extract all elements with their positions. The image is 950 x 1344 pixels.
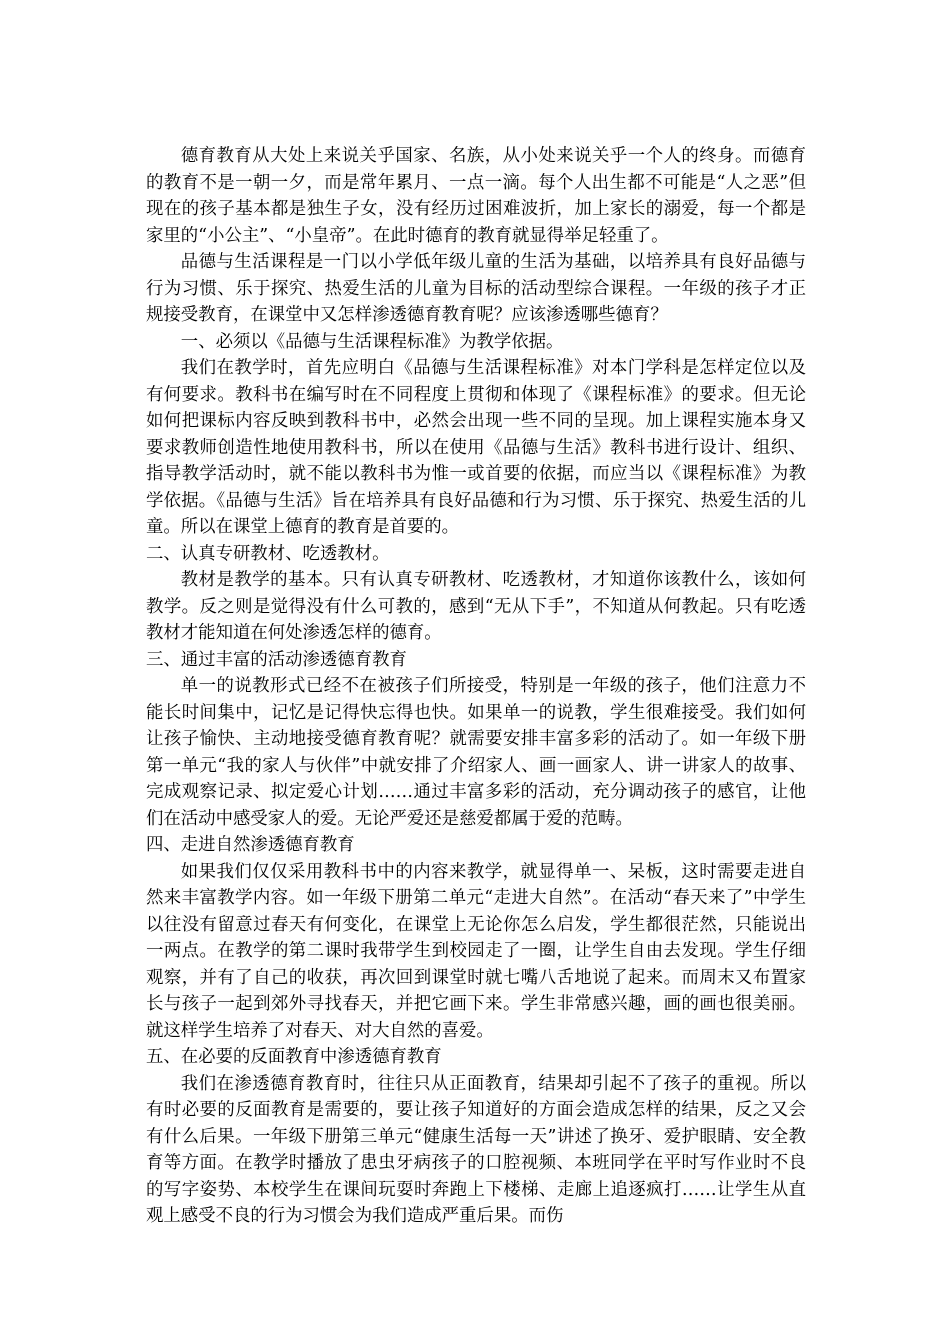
section-2-heading: 二、认真专研教材、吃透教材。 <box>146 543 390 564</box>
section-4-heading: 四、走进自然渗透德育教育 <box>146 835 355 855</box>
course-intro-paragraph: 品德与生活课程是一门以小学低年级儿童的生活为基础，以培养具有良好品德与行为习惯、乐于探究、热爱生活的儿童为目标的活动型综合课程。一年级的孩子才正规接受教育，在课堂中又怎样渗透德育教育呢？应该渗透哪些德育？ <box>146 252 806 325</box>
section-5-heading: 五、在必要的反面教育中渗透德育教育 <box>146 1047 442 1067</box>
intro-paragraph: 德育教育从大处上来说关乎国家、名族，从小处来说关乎一个人的终身。而德育的教育不是一朝一夕，而是常年累月、一点一滴。每个人出生都不可能是“人之恶”但现在的孩子基本都是独生子女，没有经历过困难波折，加上家长的溺爱，每一个都是家里的“小公主”、“小皇帝”。在此时德育的教育就显得举足轻重了。 <box>146 146 806 246</box>
section-1-paragraph: 我们在教学时，首先应明白《品德与生活课程标准》对本门学科是怎样定位以及有何要求。教科书在编写时在不同程度上贯彻和体现了《课程标准》的要求。但无论如何把课标内容反映到教科书中，必然会出现一些不同的呈现。加上课程实施本身又要求教师创造性地使用教科书，所以在使用《品德与生活》教科书进行设计、组织、指导教学活动时，就不能以教科书为惟一或首要的依据，而应当以《课程标准》为教学依据。《品德与生活》旨在培养具有良好品德和行为习惯、乐于探究、热爱生活的儿童。所以在课堂上德育的教育是首要的。 <box>146 358 806 537</box>
section-2-paragraph: 教材是教学的基本。只有认真专研教材、吃透教材，才知道你该教什么，该如何教学。反之则是觉得没有什么可教的，感到“无从下手”，不知道从何教起。只有吃透教材才能知道在何处渗透怎样的德育。 <box>146 570 806 643</box>
section-5-paragraph: 我们在渗透德育教育时，往往只从正面教育，结果却引起不了孩子的重视。所以有时必要的反面教育是需要的，要让孩子知道好的方面会造成怎样的结果，反之又会有什么后果。一年级下册第三单元“健康生活每一天”讲述了换牙、爱护眼睛、安全教育等方面。在教学时播放了患虫牙病孩子的口腔视频、本班同学在平时写作业时不良的写字姿势、本校学生在课间玩耍时奔跑上下楼梯、走廊上追逐疯打……让学生从直观上感受不良的行为习惯会为我们造成严重后果。而伤 <box>146 1073 806 1226</box>
section-1-heading: 一、必须以《品德与生活课程标准》为教学依据。 <box>180 331 564 352</box>
section-3-paragraph: 单一的说教形式已经不在被孩子们所接受，特别是一年级的孩子，他们注意力不能长时间集中，记忆是记得快忘得也快。如果单一的说教，学生很难接受。我们如何让孩子愉快、主动地接受德育教育呢？就需要安排丰富多彩的活动了。如一年级下册第一单元“我的家人与伙伴”中就安排了介绍家人、画一画家人、讲一讲家人的故事、完成观察记录、拟定爱心计划……通过丰富多彩的活动，充分调动孩子的感官，让他们在活动中感受家人的爱。无论严爱还是慈爱都属于爱的范畴。 <box>146 676 806 829</box>
section-3-heading: 三、通过丰富的活动渗透德育教育 <box>146 649 407 670</box>
section-4-paragraph: 如果我们仅仅采用教科书中的内容来教学，就显得单一、呆板，这时需要走进自然来丰富教学内容。如一年级下册第二单元“走进大自然”。在活动“春天来了”中学生以往没有留意过春天有何变化，在课堂上无论你怎么启发，学生都很茫然，只能说出一两点。在教学的第二课时我带学生到校园走了一圈，让学生自由去发现。学生仔细观察，并有了自己的收获，再次回到课堂时就七嘴八舌地说了起来。而周末又布置家长与孩子一起到郊外寻找春天，并把它画下来。学生非常感兴趣，画的画也很美丽。就这样学生培养了对春天、对大自然的喜爱。 <box>146 861 806 1041</box>
document-page <box>146 143 806 1230</box>
